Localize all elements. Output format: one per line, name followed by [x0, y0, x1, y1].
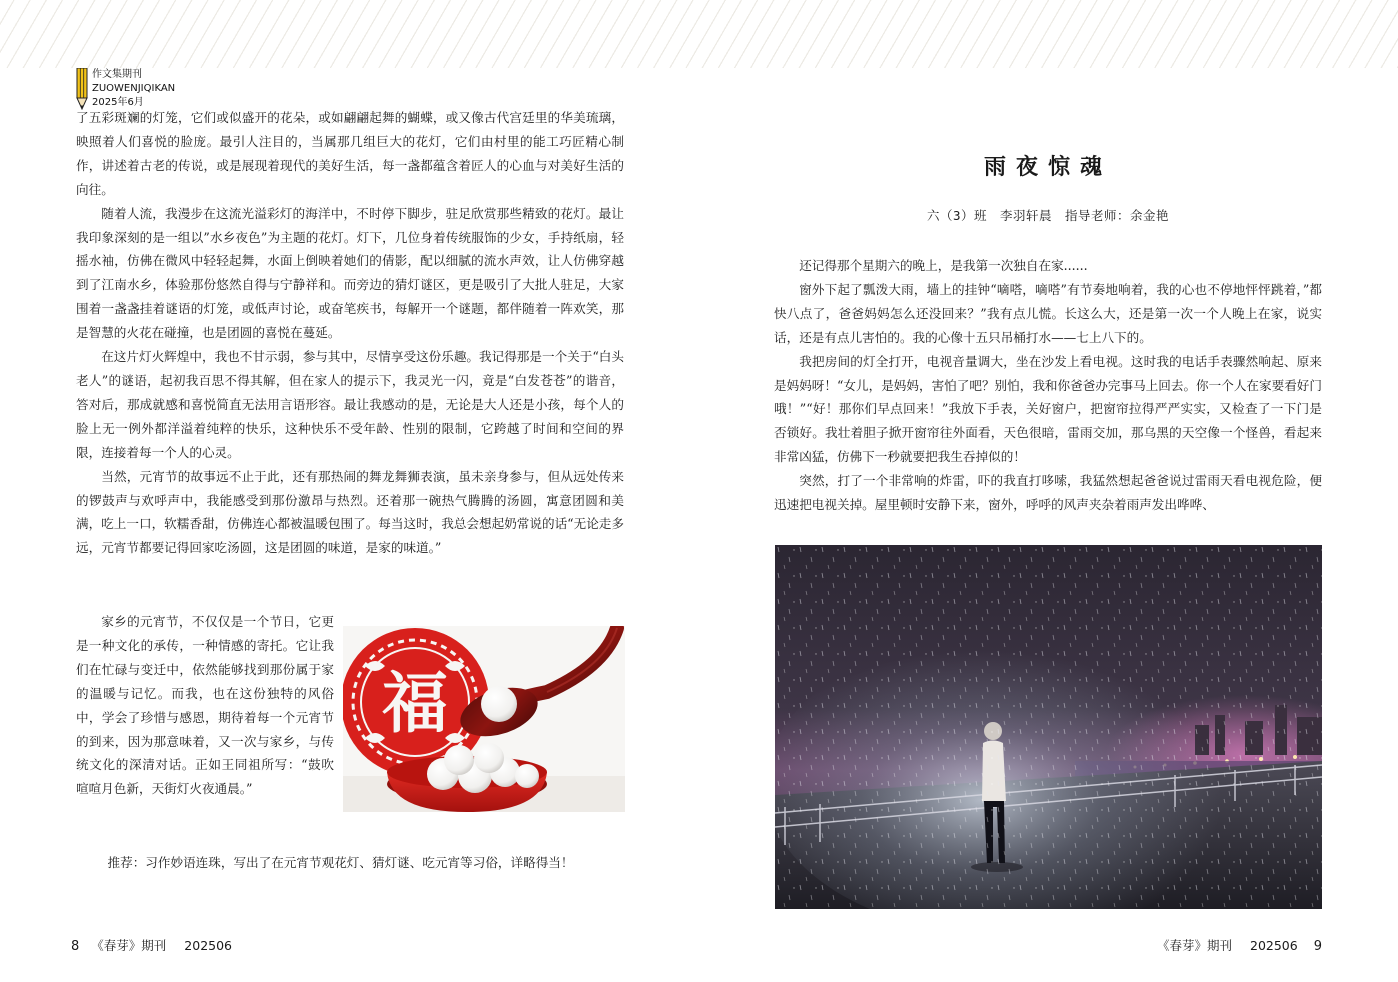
fu-character: 福: [382, 664, 448, 742]
right-page-footer: [1157, 936, 1322, 954]
left-page-footer: [71, 936, 232, 954]
article-byline: 六（3）班 李羽轩晨 指导老师：余金艳: [926, 208, 1170, 223]
magazine-name: 《春芽》期刊: [1156, 938, 1232, 953]
tangyuan-photo: [343, 626, 625, 812]
left-closing-text: [76, 610, 334, 801]
paragraph: 窗外下起了瓢泼大雨，墙上的挂钟“嘀嗒，嘀嗒”有节奏地响着，我的心也不停地怦怦跳着，”都快八点了，爸爸妈妈怎么还没回来？”我有点儿慌。长这么大，还是第一次一个人晚上在家，说实话，还是有点儿害怕的。我的心像十五只吊桶打水——七上八下的。: [774, 281, 1322, 345]
top-decorative-band: [0, 0, 1398, 68]
header-title: 作文集期刊: [92, 69, 142, 80]
header-date: 2025年6月: [92, 97, 144, 108]
rainy-night-photo: [775, 545, 1322, 909]
paragraph: 家乡的元宵节，不仅仅是一个节日，它更是一种文化的承传，一种情感的寄托。它让我们在忙碌与变迁中，依然能够找到那份属于家的温暖与记忆。而我，也在这份独特的风俗中，学会了珍惜与感恩，期待着每一个元宵节的到来，因为那意味着，又一次与家乡，与传统文化的深清对话。正如王同祖所写：“鼓吹喧喧月色新，天街灯火夜通晨。”: [76, 614, 334, 797]
header-pinyin: ZUOWENJIQIKAN: [92, 83, 176, 94]
paragraph: 在这片灯火辉煌中，我也不甘示弱，参与其中，尽情享受这份乐趣。我记得那是一个关于“白头老人”的谜语，起初我百思不得其解，但在家人的提示下，我灵光一闪，竟是“白发苍苍”的谐音，答对后，那成就感和喜悦简直无法用言语形容。最让我感动的是，无论是大人还是小孩，每个人的脸上无一例外都洋溢着纯粹的快乐，这种快乐不受年龄、性别的限制，它跨越了时间和空间的界限，连接着每一个人的心灵。: [76, 349, 624, 460]
recommendation-note: 推荐：习作妙语连珠，写出了在元宵节观花灯、猜灯谜、吃元宵等习俗，详略得当！: [107, 855, 574, 870]
pencil-icon: [76, 68, 88, 110]
paragraph: 当然，元宵节的故事远不止于此，还有那热闹的舞龙舞狮表演，虽未亲身参与，但从远处传来的锣鼓声与欢呼声中，我能感受到那份激昂与热烈。还着那一碗热气腾腾的汤圆，寓意团圆和美满，吃上一口，软糯香甜，仿佛连心都被温暖包围了。每当这时，我总会想起奶常说的话“无论走多远，元宵节都要记得回家吃汤圆，这是团圆的味道，是家的味道。”: [76, 468, 624, 556]
paragraph: 我把房间的灯全打开，电视音量调大，坐在沙发上看电视。这时我的电话手表骤然响起、原来是妈妈呀！“女儿，是妈妈，害怕了吧？别怕，我和你爸爸办完事马上回去。你一个人在家要看好门哦！”“好！那你们早点回来！”我放下手表，关好窗户，把窗帘拉得严严实实，又检查了一下门是否锁好。我壮着胆子掀开窗帘往外面看，天色很暗，雷雨交加，那乌黑的天空像一个怪兽，看起来非常凶猛，仿佛下一秒就要把我生吞掉似的！: [774, 353, 1322, 465]
issue-number: 202506: [1250, 938, 1298, 953]
page-number: 8: [71, 939, 80, 954]
page-number: 9: [1313, 939, 1322, 954]
issue-number: 202506: [184, 938, 233, 953]
left-article-text: [76, 106, 624, 560]
paragraph: 突然，打了一个非常响的炸雷，吓的我直打哆嗦，我猛然想起爸爸说过雷雨天看电视危险，便迅速把电视关掉。屋里顿时安静下来，窗外，呼呼的风声夹杂着雨声发出哗哗、: [774, 473, 1322, 513]
article-title: 雨夜惊魂: [983, 154, 1112, 180]
paragraph: 还记得那个星期六的晚上，是我第一次独自在家......: [799, 258, 1088, 273]
magazine-name: 《春芽》期刊: [91, 938, 167, 953]
paragraph: 了五彩斑斓的灯笼，它们或似盛开的花朵，或如翩翩起舞的蝴蝶，或又像古代宫廷里的华美琉璃，映照着人们喜悦的脸庞。最引人注目的，当属那几组巨大的花灯，它们由村里的能工巧匠精心制作，讲述着古老的传说，或是展现着现代的美好生活，每一盏都蕴含着匠人的心血与对美好生活的向往。: [76, 110, 624, 197]
journal-header: [76, 68, 175, 110]
right-article-text: [774, 254, 1322, 517]
paragraph: 随着人流，我漫步在这流光溢彩灯的海洋中，不时停下脚步，驻足欣赏那些精致的花灯。最让我印象深刻的是一组以”水乡夜色”为主题的花灯。灯下，几位身着传统服饰的少女，手持纸扇，轻摇水袖，仿佛在微风中轻轻起舞，水面上倒映着她们的倩影，配以细腻的流水声效，让人仿佛穿越到了江南水乡，体验那份悠然自得与宁静祥和。而旁边的猜灯谜区，更是吸引了大批人驻足，大家围着一盏盏挂着谜语的灯笼，或低声讨论，或奋笔疾书，每解开一个谜题，都伴随着一阵欢笑，那是智慧的火花在碰撞，也是团圆的喜悦在蔓延。: [76, 205, 624, 341]
